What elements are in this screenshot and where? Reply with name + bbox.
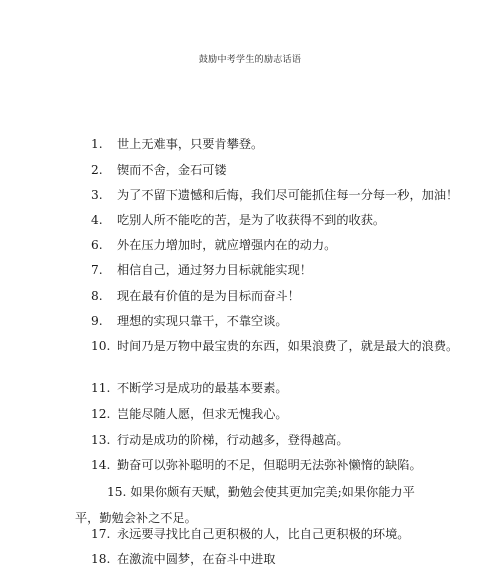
item-text: 吃别人所不能吃的苦，是为了收获得不到的收获。 — [117, 213, 386, 227]
item-number: 3. — [91, 188, 103, 202]
list-item — [75, 479, 435, 531]
item-number: 15. — [107, 485, 127, 499]
item-text: 时间乃是万物中最宝贵的东西，如果浪费了，就是最大的浪费。 — [117, 339, 459, 353]
item-number: 13. — [91, 433, 111, 447]
item-text: 勤奋可以弥补聪明的不足，但聪明无法弥补懒惰的缺陷。 — [117, 458, 422, 472]
list-item — [91, 550, 275, 568]
list-item — [91, 456, 422, 474]
document-title: 鼓励中考学生的励志话语 — [198, 55, 302, 65]
item-number: 14. — [91, 458, 111, 472]
item-number: 8. — [91, 289, 103, 303]
list-item — [91, 236, 336, 254]
list-item — [91, 287, 300, 305]
item-text: 不断学习是成功的最基本要素。 — [117, 381, 288, 395]
item-text: 在激流中圆梦，在奋斗中进取 — [117, 552, 276, 566]
item-number: 18. — [91, 552, 111, 566]
item-text: 如果你颇有天赋，勤勉会使其更加完美;如果你能力平平，勤勉会补之不足。 — [75, 485, 415, 525]
list-item — [91, 525, 410, 543]
item-number: 7. — [91, 263, 103, 277]
list-item — [91, 431, 349, 449]
list-item — [91, 211, 385, 229]
item-text: 行动是成功的阶梯，行动越多，登得越高。 — [117, 433, 349, 447]
item-text: 永远要寻找比自己更积极的人，比自己更积极的环境。 — [117, 527, 410, 541]
list-item — [91, 186, 458, 204]
item-text: 相信自己，通过努力目标就能实现！ — [117, 263, 312, 277]
item-text: 锲而不舍，金石可镂 — [117, 163, 227, 177]
item-text: 岂能尽随人愿，但求无愧我心。 — [117, 407, 288, 421]
item-number: 9. — [91, 314, 103, 328]
item-number: 10. — [91, 339, 111, 353]
item-text: 为了不留下遗憾和后悔，我们尽可能抓住每一分每一秒，加油！ — [117, 188, 459, 202]
item-number: 17. — [91, 527, 111, 541]
list-item — [91, 135, 263, 153]
item-text: 理想的实现只靠干，不靠空谈。 — [117, 314, 288, 328]
list-item — [91, 379, 288, 397]
item-number: 12. — [91, 407, 111, 421]
list-item — [91, 405, 288, 423]
item-number: 6. — [91, 238, 103, 252]
list-item — [91, 261, 312, 279]
item-text: 外在压力增加时，就应增强内在的动力。 — [117, 238, 337, 252]
item-number: 4. — [91, 213, 103, 227]
item-number: 1. — [91, 137, 103, 151]
list-item — [91, 337, 458, 355]
list-item — [91, 161, 227, 179]
item-text: 世上无难事，只要肯攀登。 — [117, 137, 264, 151]
list-item — [91, 312, 288, 330]
item-text: 现在最有价值的是为目标而奋斗！ — [117, 289, 300, 303]
item-number: 11. — [91, 381, 111, 395]
item-number: 2. — [91, 163, 103, 177]
